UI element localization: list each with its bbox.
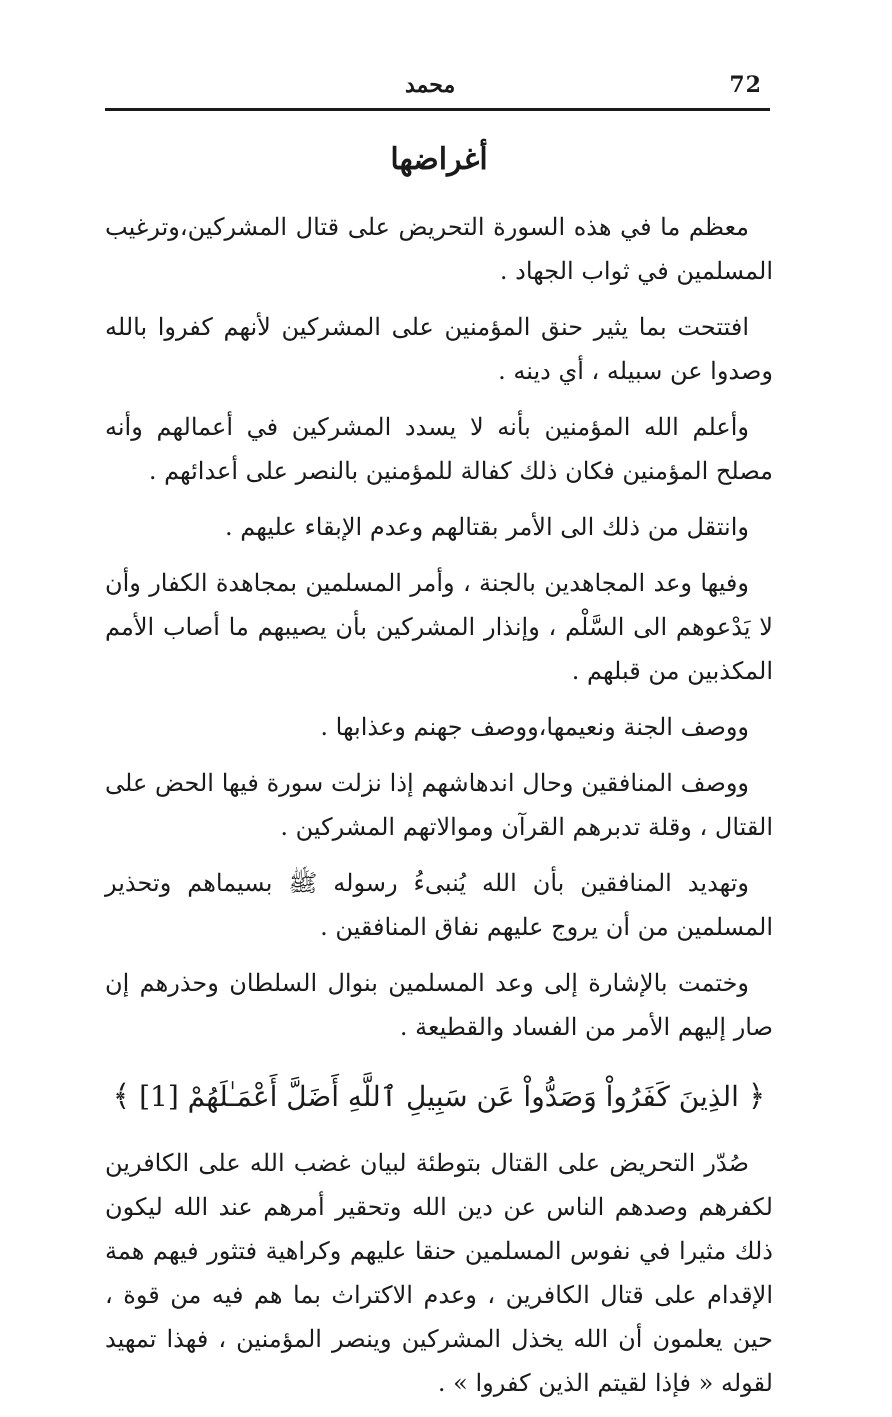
paragraph: افتتحت بما يثير حنق المؤمنين على المشركين لأنهم كفروا بالله وصدوا عن سبيله ، أي دينه .	[105, 313, 773, 385]
paragraph: معظم ما في هذه السورة التحريض على قتال المشركين،وترغيب المسلمين في ثواب الجهاد .	[105, 213, 773, 285]
page-number: 72	[729, 72, 762, 98]
paragraph: ووصف المنافقين وحال اندهاشهم إذا نزلت سورة فيها الحض على القتال ، وقلة تدبرهم القرآن وموالاتهم المشركين .	[105, 769, 773, 841]
paragraph: وانتقل من ذلك الى الأمر بقتالهم وعدم الإبقاء عليهم .	[225, 513, 749, 541]
paragraph: وفيها وعد المجاهدين بالجنة ، وأمر المسلمين بمجاهدة الكفار وأن لا يَدْعوهم الى السَّلْم ، وإنذار المشركين بأن يصيبهم ما أصاب الأمم المكذبين من قبلهم .	[105, 569, 773, 685]
running-title: محمد	[405, 72, 456, 98]
quran-verse	[105, 1071, 773, 1123]
verse-text: الذِينَ كَفَرُواْ وَصَدُّواْ عَن سَبِيلِ ٱللَّهِ أَضَلَّ أَعْمَـٰلَهُمْ	[187, 1080, 739, 1113]
page-body	[105, 140, 773, 1417]
verse-open-bracket: ﴿	[747, 1079, 766, 1114]
paragraph: وأعلم الله المؤمنين بأنه لا يسدد المشركين في أعمالهم وأنه مصلح المؤمنين فكان ذلك كفالة للمؤمنين بالنصر على أعدائهم .	[105, 413, 773, 485]
paragraph: وختمت بالإشارة إلى وعد المسلمين بنوال السلطان وحذرهم إن صار إليهم الأمر من الفساد والقطيعة .	[105, 969, 773, 1041]
commentary-paragraph: صُدّر التحريض على القتال بتوطئة لبيان غضب الله على الكافرين لكفرهم وصدهم الناس عن دين الله وتحقير أمرهم عند الله ليكون ذلك مثيرا في نفوس المسلمين حنقا عليهم وكراهية فتثور فيهم همة الإقدام على قتال الكافرين ، وعدم الاكتراث بما هم فيه من قوة ، حين يعلمون أن الله يخذل المشركين وينصر المؤمنين ، فهذا تمهيد لقوله « فإذا لقيتم الذين كفروا » .	[105, 1149, 773, 1397]
verse-number: [1]	[139, 1080, 179, 1113]
paragraph: ووصف الجنة ونعيمها،ووصف جهنم وعذابها .	[320, 713, 749, 741]
paragraph: وتهديد المنافقين بأن الله يُنبىءُ رسوله ﷺ بسيماهم وتحذير المسلمين من أن يروج عليهم نفاق المنافقين .	[105, 869, 773, 941]
verse-close-bracket: ﴾	[112, 1079, 131, 1114]
page-header	[105, 68, 770, 111]
section-title: أغراضها	[390, 142, 488, 177]
